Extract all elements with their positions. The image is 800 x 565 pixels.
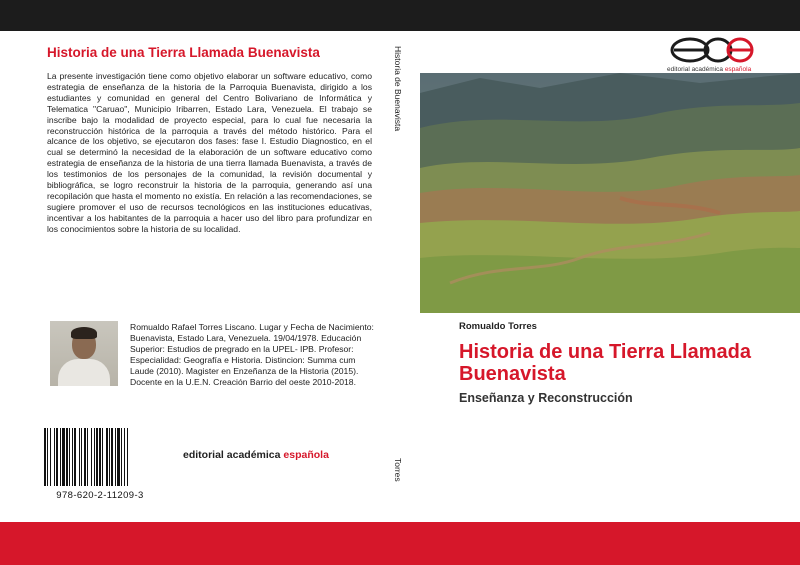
author-photo (50, 321, 118, 386)
back-cover-abstract: La presente investigación tiene como objetivo elaborar un software educativo, como estrategia de enseñanza de la historia de la Parroquia Buenavista, dirigido a los estudiantes y comunidad en general del Centro Bolivariano de Informática y Telematica "Caruao", Municipio Iribarren, Estado Lara, Venezuela. El trabajo se inscribe bajo la modalidad de proyecto especial, para lo cual fue necesaria la reconstrucción histórica de la parroquia a través del método histórico. Para el alcance de los objetivo, se ejecutaron dos fases: fase I. Estudio Diagnostico, en el cual se determinó la necesidad de la elaboración de un software educativo como estrategia de enseñanza de la historia de una tierra llamada Buenavista, a través de los testimonios de los personajes de la comunidad, la revisión documental y bibliográfica, se logro reconstruir la historia de la parroquia, generando así una recopilación que hasta el momento no existía. En relación a las recomendaciones, se sugiere promover el uso de recursos tecnológicos en las instituciones educativas, incentivar a los habitantes de la parroquia a hacer uso del libro para profundizar en los conocimientos sobre la historia de su localidad. (47, 71, 372, 234)
front-cover-subtitle: Enseñanza y Reconstrucción (459, 391, 633, 405)
back-publisher-name: editorial académica española (183, 449, 329, 461)
back-cover-title: Historia de una Tierra Llamada Buenavista (47, 45, 320, 60)
front-cover-title: Historia de una Tierra Llamada Buenavista (459, 341, 751, 385)
top-bar (0, 0, 800, 31)
bottom-bar (0, 522, 800, 565)
author-bio: Romualdo Rafael Torres Liscano. Lugar y Fecha de Nacimiento: Buenavista, Estado Lara, Venezuela. 19/04/1978. Educación Superior: Estudios de pregrado en la UPEL- IPB. Profesor: Especialidad: Geografía e Historia. Distincion: Summa cum Laude (2010). Magister en Enzeñanza de la Historia (2015). Docente en la U.E.N. Creación Barrio del oeste 2010-2018. (130, 322, 374, 387)
spine-author: Torres (393, 458, 403, 482)
barcode (40, 428, 160, 506)
logo-publisher-name: editorial académica española (667, 66, 752, 73)
isbn-number: 978-620-2-11209-3 (56, 490, 144, 501)
spine-title: Historia de Buenavista (393, 46, 403, 132)
front-cover-author: Romualdo Torres (459, 321, 537, 332)
landscape-cover-image (420, 73, 800, 313)
